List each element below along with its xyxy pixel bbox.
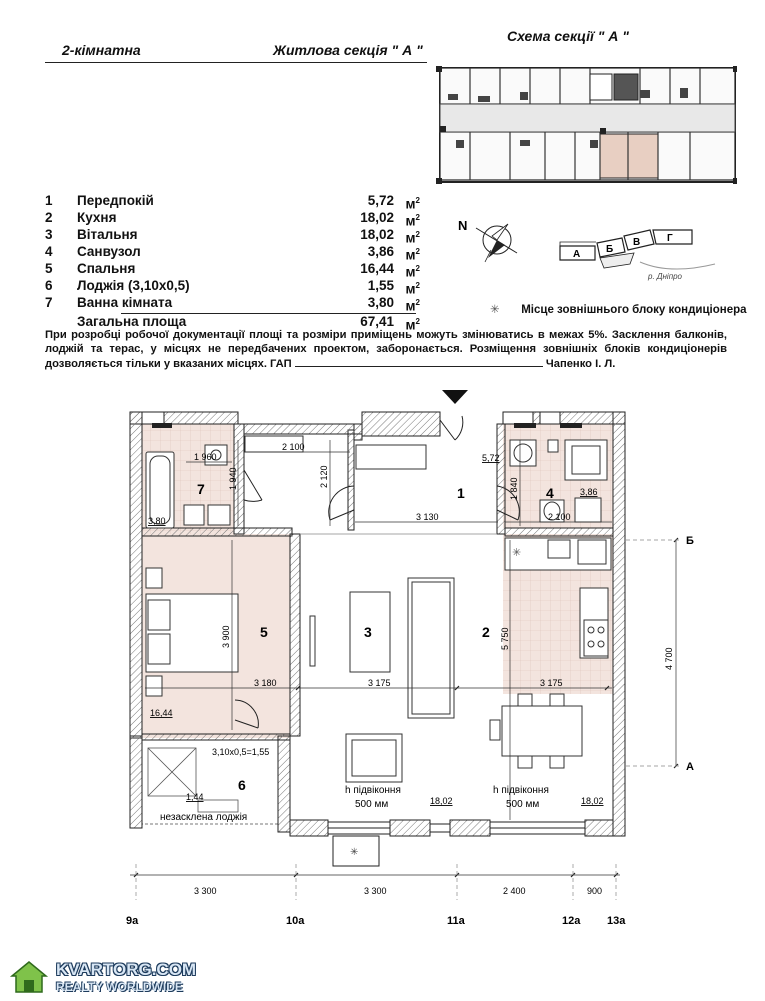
room-row: 7 Ванна кімната 3,80 $м^2$ [45,295,420,314]
section-title: Житлова секція " А " [273,42,423,58]
watermark-subtitle: REALTY WORLDWIDE [56,980,183,994]
snowflake-icon: ✳ [350,847,359,858]
loggia-formula: 3,10х0,5=1,55 [212,747,270,757]
axis-13a: 13а [607,915,626,927]
snowflake-icon: ✳ [490,304,500,316]
sill-label-kitchen: h підвіконня [493,785,549,796]
dim-3130: 3 130 [416,512,439,522]
dim-3175-living: 3 175 [368,678,391,688]
dim-3900: 3 900 [221,625,231,648]
section-a: А [573,249,581,260]
watermark-title: KVARTORG.COM [56,960,197,979]
sill-label-living: h підвіконня [345,785,401,796]
scheme-title: Схема секції " А " [507,28,629,44]
floor-plan [130,390,680,900]
dim-1960: 1 960 [194,452,217,462]
room-row: 4 Санвузол 3,86 $м^2$ [45,244,420,263]
note-text: При розробці робочої документації площі та розміри приміщень можуть змінюватись в межах 5%. Засклення балконів, лоджій та терас, у місцях не передбачених проектом, заборонається. Розміщення зовнішніх блоків кондиціонерів дозволяється тільки у вказаних місцях. ГАП [45,329,727,370]
watermark [8,958,197,1001]
north-compass [458,218,517,262]
grid-dim-10a-11a: 3 300 [364,886,387,896]
apartment-type: 2-кімнатна [62,42,141,58]
room-row: 3 Вітальня 18,02 $м^2$ [45,227,420,246]
grid-dim-9a-10a: 3 300 [194,886,217,896]
sections-key [560,230,715,281]
room-number-3: 3 [364,624,372,640]
dim-1840: 1 840 [509,477,519,500]
section-b: Б [606,244,614,255]
area-room-2: 18,02 [581,796,604,806]
room-row: 6 Лоджія (3,10х0,5) 1,55 $м^2$ [45,278,420,297]
entrance-arrow [442,390,468,404]
room-number-1: 1 [457,485,465,501]
area-room-4: 3,86 [580,487,598,497]
area-room-7: 3,80 [148,516,166,526]
dim-2100-wc: 2 100 [548,512,571,522]
section-v: В [633,237,641,248]
grid-dim-12a-13a: 900 [587,886,603,896]
sill-value-living: 500 мм [355,799,389,810]
axis-10a: 10а [286,915,305,927]
axis-12a: 12а [562,915,581,927]
signature: Чапенко І. Л. [545,358,616,370]
room-number-6: 6 [238,777,246,793]
dim-5750: 5 750 [500,627,510,650]
room-number-7: 7 [197,481,205,497]
house-logo-icon [8,958,50,996]
area-room-1: 5,72 [482,453,500,463]
loggia-label: незасклена лоджія [160,812,248,823]
axis-b: Б [686,535,694,547]
legend-text: Місце зовнішнього блоку кондиціонера [521,304,747,316]
river-label: р. Дніпро [648,272,683,281]
room-number-2: 2 [482,624,490,640]
section-g: Г [667,233,673,244]
room-number-4: 4 [546,485,554,501]
section-scheme [436,48,737,184]
room-row: 5 Спальня 16,44 $м^2$ [45,261,420,280]
room-number-5: 5 [260,624,268,640]
sill-value-kitchen: 500 мм [506,799,540,810]
total-row: Загальна площа 67,41 $м^2$ [77,314,420,333]
room-row: 1 Передпокій 5,72 $м^2$ [45,193,420,212]
dim-2100-top: 2 100 [282,442,305,452]
area-room-3: 18,02 [430,796,453,806]
grid-dim-11a-12a: 2 400 [503,886,526,896]
area-room-5: 16,44 [150,708,173,718]
dim-3175-kitchen: 3 175 [540,678,563,688]
dim-1940: 1 940 [228,467,238,490]
axis-11a: 11а [447,915,465,927]
dim-3180: 3 180 [254,678,277,688]
dim-2120: 2 120 [319,465,329,488]
room-row: 2 Кухня 18,02 $м^2$ [45,210,420,229]
axis-a: А [686,761,694,773]
axis-9a: 9а [126,915,139,927]
area-room-6: 1,44 [186,792,204,802]
snowflake-icon: ✳ [512,547,522,559]
dim-4700: 4 700 [664,647,674,670]
north-label: N [458,218,468,233]
